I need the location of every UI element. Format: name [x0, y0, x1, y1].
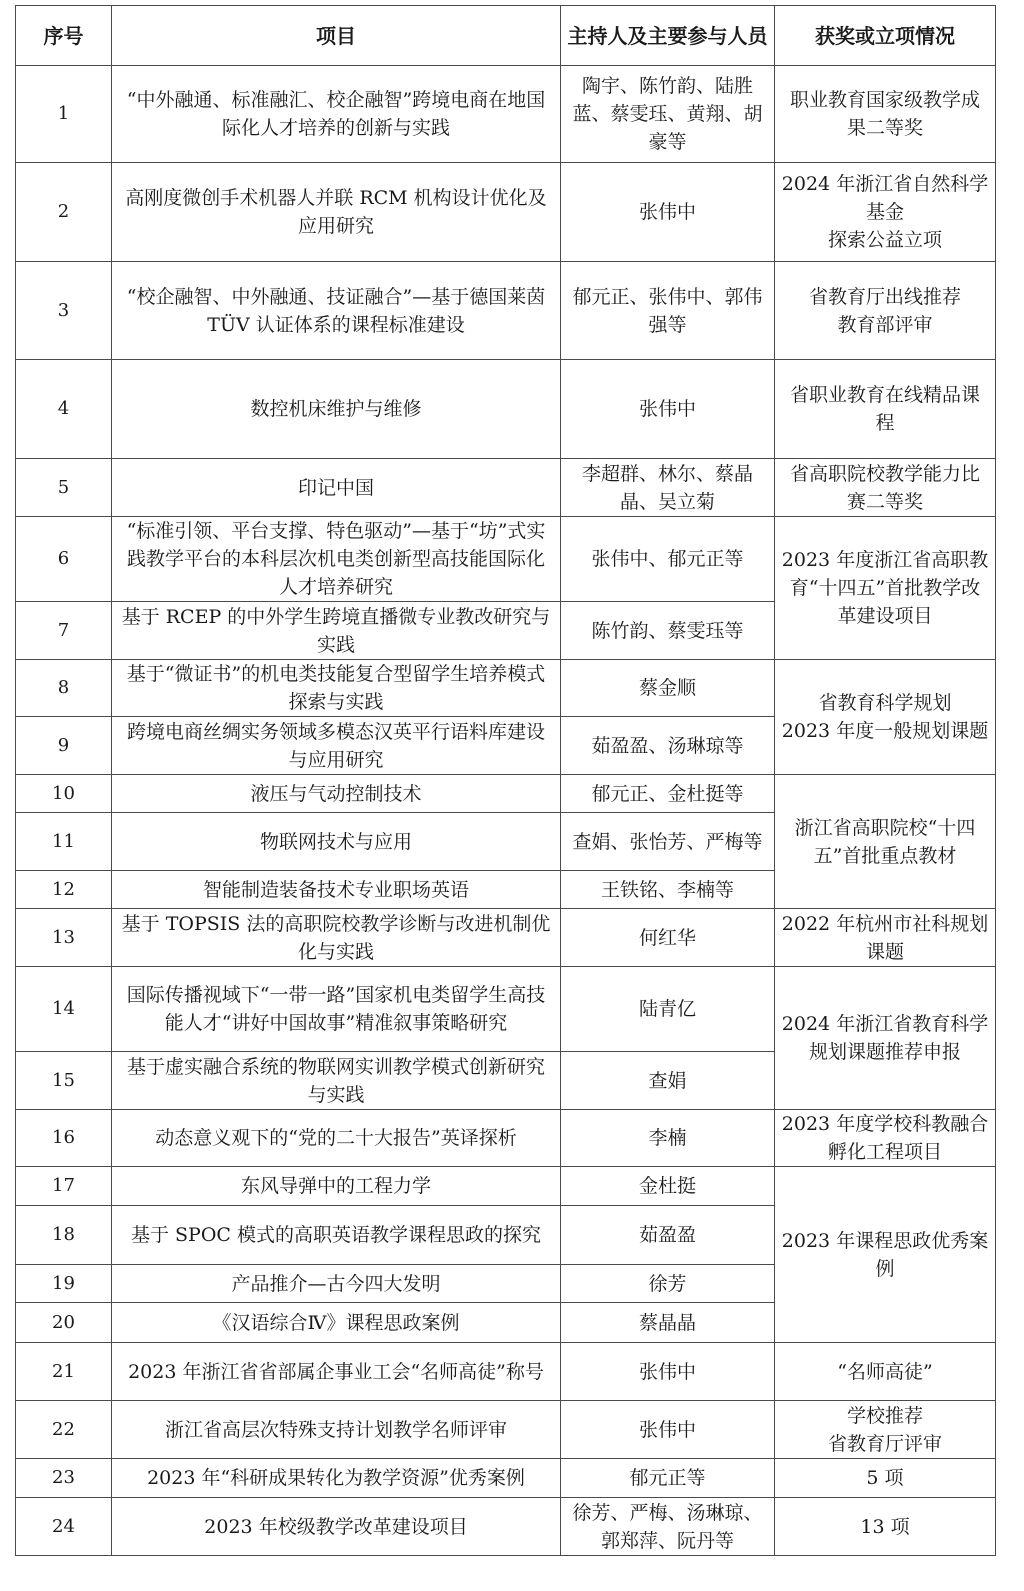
project-cell: 基于 RCEP 的中外学生跨境直播微专业教改研究与实践 [112, 602, 561, 660]
row-number: 12 [16, 871, 112, 909]
award-cell: 2024 年浙江省教育科学规划课题推荐申报 [775, 967, 996, 1110]
award-cell: 5 项 [775, 1459, 996, 1498]
people-cell: 蔡金顺 [561, 660, 775, 717]
project-cell: 基于“微证书”的机电类技能复合型留学生培养模式探索与实践 [112, 660, 561, 717]
award-cell: 2024 年浙江省自然科学基金 探索公益立项 [775, 163, 996, 262]
project-cell: 东风导弹中的工程力学 [112, 1167, 561, 1206]
award-cell: 职业教育国家级教学成果二等奖 [775, 66, 996, 163]
people-cell: 陶宇、陈竹韵、陆胜蓝、蔡雯珏、黄翔、胡豪等 [561, 66, 775, 163]
header-award: 获奖或立项情况 [775, 6, 996, 66]
award-cell: 省高职院校教学能力比赛二等奖 [775, 459, 996, 517]
table-row [16, 909, 996, 967]
people-cell: 李超群、林尔、蔡晶晶、吴立菊 [561, 459, 775, 517]
project-cell: 基于 TOPSIS 法的高职院校教学诊断与改进机制优化与实践 [112, 909, 561, 967]
row-number: 13 [16, 909, 112, 967]
people-cell: 金杜挺 [561, 1167, 775, 1206]
project-cell: 浙江省高层次特殊支持计划教学名师评审 [112, 1401, 561, 1459]
project-cell: 《汉语综合Ⅳ》课程思政案例 [112, 1303, 561, 1343]
table-row [16, 967, 996, 1052]
project-cell: 基于 SPOC 模式的高职英语教学课程思政的探究 [112, 1206, 561, 1265]
people-cell: 张伟中、郁元正等 [561, 517, 775, 602]
people-cell: 郁元正、张伟中、郭伟强等 [561, 262, 775, 360]
project-cell: “校企融智、中外融通、技证融合”—基于德国莱茵 TÜV 认证体系的课程标准建设 [112, 262, 561, 360]
table-row [16, 660, 996, 717]
people-cell: 查娟 [561, 1052, 775, 1110]
row-number: 16 [16, 1110, 112, 1167]
people-cell: 查娟、张怡芳、严梅等 [561, 813, 775, 871]
row-number: 21 [16, 1343, 112, 1401]
header-people: 主持人及主要参与人员 [561, 6, 775, 66]
award-cell: 学校推荐 省教育厅评审 [775, 1401, 996, 1459]
people-cell: 张伟中 [561, 1401, 775, 1459]
row-number: 9 [16, 717, 112, 775]
project-cell: 产品推介—古今四大发明 [112, 1265, 561, 1303]
table-row [16, 517, 996, 602]
awards-table [15, 5, 996, 1556]
people-cell: 陆青亿 [561, 967, 775, 1052]
row-number: 14 [16, 967, 112, 1052]
table-row [16, 775, 996, 813]
people-cell: 何红华 [561, 909, 775, 967]
people-cell: 徐芳、严梅、汤琳琼、郭郑萍、阮丹等 [561, 1498, 775, 1556]
row-number: 22 [16, 1401, 112, 1459]
table-header-row [16, 6, 996, 66]
header-serial-no: 序号 [16, 6, 112, 66]
award-cell: 浙江省高职院校“十四五”首批重点教材 [775, 775, 996, 909]
people-cell: 郁元正、金杜挺等 [561, 775, 775, 813]
project-cell: 2023 年校级教学改革建设项目 [112, 1498, 561, 1556]
row-number: 20 [16, 1303, 112, 1343]
project-cell: 2023 年浙江省省部属企事业工会“名师高徒”称号 [112, 1343, 561, 1401]
people-cell: 茹盈盈 [561, 1206, 775, 1265]
table-row [16, 1110, 996, 1167]
project-cell: 2023 年“科研成果转化为教学资源”优秀案例 [112, 1459, 561, 1498]
award-cell: “名师高徒” [775, 1343, 996, 1401]
project-cell: 动态意义观下的“党的二十大报告”英译探析 [112, 1110, 561, 1167]
project-cell: 数控机床维护与维修 [112, 360, 561, 459]
row-number: 7 [16, 602, 112, 660]
table-row [16, 262, 996, 360]
people-cell: 张伟中 [561, 1343, 775, 1401]
project-cell: 国际传播视域下“一带一路”国家机电类留学生高技能人才“讲好中国故事”精准叙事策略研究 [112, 967, 561, 1052]
people-cell: 茹盈盈、汤琳琼等 [561, 717, 775, 775]
row-number: 17 [16, 1167, 112, 1206]
project-cell: 印记中国 [112, 459, 561, 517]
people-cell: 张伟中 [561, 360, 775, 459]
award-cell: 省职业教育在线精品课程 [775, 360, 996, 459]
table-row [16, 66, 996, 163]
project-cell: 智能制造装备技术专业职场英语 [112, 871, 561, 909]
table-row [16, 1498, 996, 1556]
row-number: 6 [16, 517, 112, 602]
row-number: 5 [16, 459, 112, 517]
table-row [16, 1459, 996, 1498]
people-cell: 李楠 [561, 1110, 775, 1167]
table-row [16, 1167, 996, 1206]
row-number: 15 [16, 1052, 112, 1110]
row-number: 1 [16, 66, 112, 163]
row-number: 8 [16, 660, 112, 717]
table-row [16, 163, 996, 262]
row-number: 4 [16, 360, 112, 459]
award-cell: 2023 年课程思政优秀案例 [775, 1167, 996, 1343]
award-cell: 省教育科学规划 2023 年度一般规划课题 [775, 660, 996, 775]
row-number: 19 [16, 1265, 112, 1303]
award-cell: 2022 年杭州市社科规划课题 [775, 909, 996, 967]
award-cell: 2023 年度浙江省高职教育“十四五”首批教学改革建设项目 [775, 517, 996, 660]
project-cell: 高刚度微创手术机器人并联 RCM 机构设计优化及应用研究 [112, 163, 561, 262]
table-row [16, 360, 996, 459]
header-project: 项目 [112, 6, 561, 66]
table-row [16, 1343, 996, 1401]
project-cell: 基于虚实融合系统的物联网实训教学模式创新研究与实践 [112, 1052, 561, 1110]
award-cell: 2023 年度学校科教融合孵化工程项目 [775, 1110, 996, 1167]
row-number: 23 [16, 1459, 112, 1498]
row-number: 3 [16, 262, 112, 360]
people-cell: 蔡晶晶 [561, 1303, 775, 1343]
people-cell: 郁元正等 [561, 1459, 775, 1498]
award-cell: 省教育厅出线推荐 教育部评审 [775, 262, 996, 360]
project-cell: “标准引领、平台支撑、特色驱动”—基于“坊”式实践教学平台的本科层次机电类创新型高技能国际化人才培养研究 [112, 517, 561, 602]
people-cell: 王铁铭、李楠等 [561, 871, 775, 909]
row-number: 11 [16, 813, 112, 871]
project-cell: 液压与气动控制技术 [112, 775, 561, 813]
row-number: 24 [16, 1498, 112, 1556]
project-cell: “中外融通、标准融汇、校企融智”跨境电商在地国际化人才培养的创新与实践 [112, 66, 561, 163]
row-number: 10 [16, 775, 112, 813]
project-cell: 物联网技术与应用 [112, 813, 561, 871]
people-cell: 张伟中 [561, 163, 775, 262]
award-cell: 13 项 [775, 1498, 996, 1556]
table-row [16, 1401, 996, 1459]
people-cell: 陈竹韵、蔡雯珏等 [561, 602, 775, 660]
row-number: 2 [16, 163, 112, 262]
people-cell: 徐芳 [561, 1265, 775, 1303]
table-row [16, 459, 996, 517]
project-cell: 跨境电商丝绸实务领域多模态汉英平行语料库建设与应用研究 [112, 717, 561, 775]
row-number: 18 [16, 1206, 112, 1265]
